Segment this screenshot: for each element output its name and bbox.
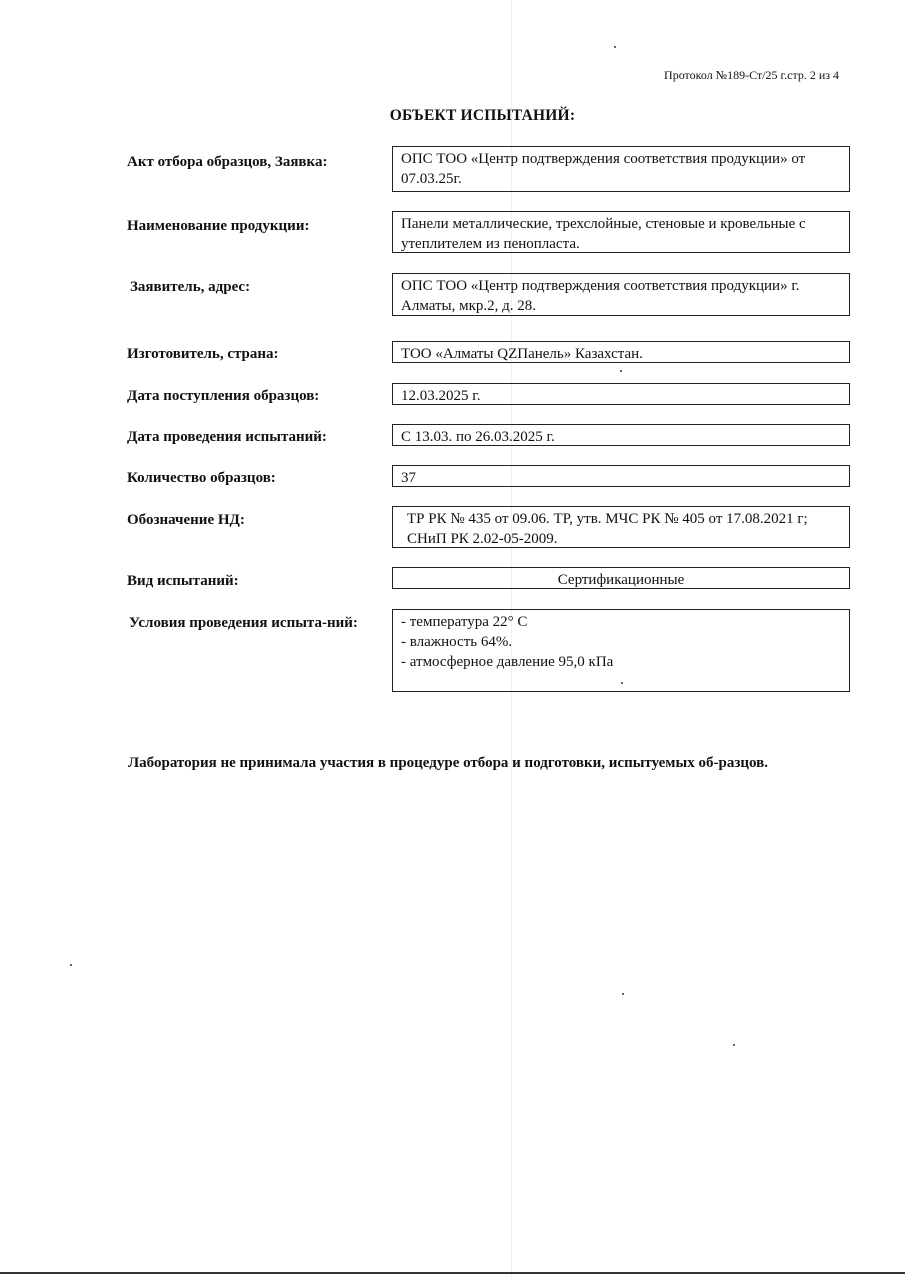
field-label-test-type: Вид испытаний: [127,573,239,589]
page-bottom-edge [0,1272,905,1274]
field-label-receipt-date: Дата поступления образцов: [127,388,320,404]
protocol-reference: Протокол №189-Ст/25 г.стр. 2 из 4 [664,68,839,82]
condition-humidity: - влажность 64%. [401,634,513,650]
condition-temperature: - температура 22° С [401,614,528,630]
laboratory-note: Лаборатория не принимала участия в процедуре отбора и подготовки, испытуемых об-разцов. [128,755,768,771]
scan-speck [733,1044,735,1046]
field-label-test-conditions: Условия проведения испыта-ний: [129,615,358,631]
field-label-test-dates: Дата проведения испытаний: [127,429,327,445]
section-title: ОБЪЕКТ ИСПЫТАНИЙ: [389,107,576,124]
field-label-sampling-act: Акт отбора образцов, Заявка: [127,154,328,170]
field-value-test-dates: С 13.03. по 26.03.2025 г. [392,424,850,446]
field-label-manufacturer: Изготовитель, страна: [127,346,279,362]
field-value-receipt-date: 12.03.2025 г. [392,383,850,405]
scan-speck [622,993,624,995]
field-value-sample-count: 37 [392,465,850,487]
scan-speck [621,682,623,684]
field-value-manufacturer: ТОО «Алматы QZПанель» Казахстан. [392,341,850,363]
scan-speck [620,370,622,372]
scan-speck [70,964,72,966]
field-label-product-name: Наименование продукции: [127,218,310,234]
field-value-test-conditions [392,609,850,692]
field-label-applicant: Заявитель, адрес: [130,279,251,295]
field-value-test-type: Сертификационные [392,567,850,589]
scan-speck [614,46,616,48]
field-label-sample-count: Количество образцов: [127,470,276,486]
field-label-normative-doc: Обозначение НД: [127,512,245,528]
field-value-applicant: ОПС ТОО «Центр подтверждения соответствия продукции» г. Алматы, мкр.2, д. 28. [392,273,850,316]
field-value-normative-doc: ТР РК № 435 от 09.06. ТР, утв. МЧС РК № 405 от 17.08.2021 г; СНиП РК 2.02-05-2009. [392,506,850,548]
field-value-product-name: Панели металлические, трехслойные, стеновые и кровельные с утеплителем из пенопласта. [392,211,850,253]
field-value-sampling-act: ОПС ТОО «Центр подтверждения соответствия продукции» от 07.03.25г. [392,146,850,192]
condition-pressure: - атмосферное давление 95,0 кПа [401,654,614,670]
